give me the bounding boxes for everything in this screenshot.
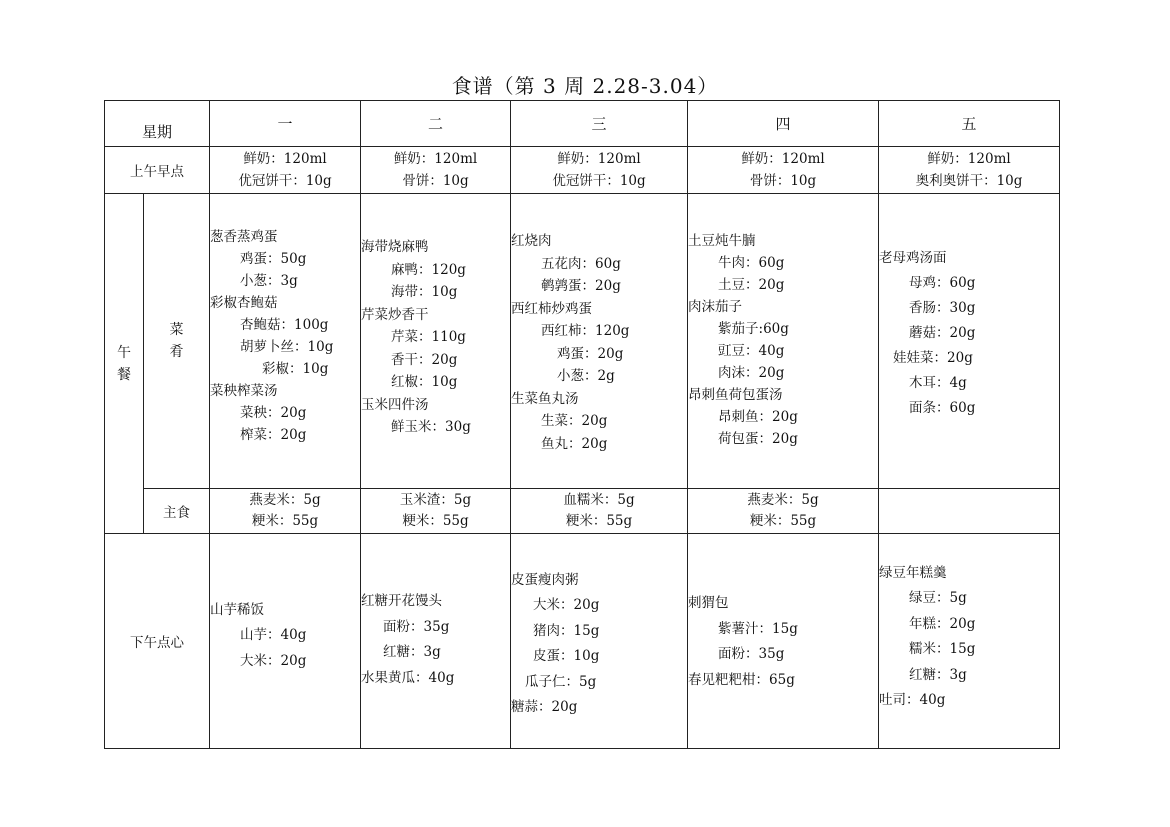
morning-snack-tue [361,147,511,194]
ingredient: 牛肉：60g [718,255,785,271]
afternoon-snack-row [105,534,1060,749]
staple-item: 粳米：55g [251,513,319,529]
lunch-dishes-tue [361,194,511,489]
morning-snack-fri [879,147,1060,194]
dish-name: 刺猬包 [688,595,729,611]
ingredient: 皮蛋：10g [533,648,600,664]
extra-item: 水果黄瓜：40g [361,669,455,686]
day-header-fri: 五 [879,101,1060,147]
staple-item: 血糯米：5g [563,492,635,508]
staple-wed [511,489,688,534]
dish-name: 昂刺鱼荷包蛋汤 [688,387,783,403]
afternoon-snack-tue [361,534,511,749]
staple-thu [688,489,879,534]
morning-snack-mon [210,147,361,194]
staple-item: 粳米：55g [565,513,633,529]
morning-item: 鲜奶：120ml [557,151,641,167]
dish-name: 皮蛋瘦肉粥 [511,571,579,588]
staple-tue [361,489,511,534]
ingredient: 猪肉：15g [533,622,600,639]
afternoon-snack-thu [688,534,879,749]
lunch-label-char: 餐 [117,366,131,383]
morning-item: 鲜奶：120ml [741,151,825,167]
dish-name: 土豆炖牛腩 [688,233,756,249]
ingredient: 木耳：4g [909,375,967,391]
dish-name: 玉米四件汤 [361,396,429,413]
dish-name: 芹菜炒香干 [361,306,429,323]
staple-item: 燕麦米：5g [747,492,819,508]
ingredient: 绿豆：5g [909,590,967,606]
ingredient: 红椒：10g [391,374,458,390]
ingredient: 豇豆：40g [718,343,785,359]
dish-name: 海带烧麻鸭 [361,239,429,255]
ingredient: 荷包蛋：20g [718,431,798,447]
staple-item: 燕麦米：5g [249,492,321,508]
staple-fri [879,489,1060,534]
morning-item: 鲜奶：120ml [927,151,1011,167]
dish-name: 山芋稀饭 [210,601,265,618]
ingredient: 蘑菇：20g [909,325,976,341]
ingredient: 面条：60g [909,400,976,416]
lunch-label [105,194,144,534]
lunch-dishes-mon [210,194,361,489]
dish-name: 菜秧榨菜汤 [210,383,278,399]
dish-name: 生菜鱼丸汤 [511,390,579,407]
dish-name: 彩椒杏鲍菇 [210,295,278,311]
morning-snack-label: 上午早点 [105,147,210,194]
ingredient: 香肠：30g [909,300,976,316]
ingredient: 肉沫：20g [718,365,785,381]
dishes-label-char: 肴 [169,344,184,360]
morning-item: 鲜奶：120ml [393,151,478,167]
ingredient: 鸡蛋：20g [557,345,624,362]
ingredient: 娃娃菜：20g [893,350,973,366]
staple-item: 粳米：55g [749,513,817,529]
dish-name: 红烧肉 [511,233,552,249]
ingredient: 鹌鹑蛋：20g [541,278,621,294]
ingredient: 杏鲍菇：100g [240,317,329,333]
extra-item: 糖蒜：20g [511,699,578,715]
morning-item: 优冠饼干：10g [238,173,332,189]
morning-item: 奥利奥饼干：10g [915,173,1023,189]
ingredient: 山芋：40g [240,627,307,644]
lunch-dishes-thu [688,194,879,489]
ingredient: 土豆：20g [718,277,785,293]
lunch-label-char: 午 [117,344,131,361]
morning-item: 骨饼：10g [749,173,817,189]
ingredient: 鱼丸：20g [541,435,608,452]
ingredient: 鸡蛋：50g [240,251,307,267]
ingredient: 小葱：2g [557,368,615,384]
morning-snack-row [105,147,1060,194]
ingredient: 面粉：35g [718,646,785,662]
ingredient: 面粉：35g [383,618,450,635]
staple-label: 主食 [144,489,210,534]
lunch-dishes-fri [879,194,1060,489]
menu-table [104,100,1060,749]
ingredient: 年糕：20g [909,615,976,632]
afternoon-snack-mon [210,534,361,749]
day-header-mon: 一 [210,101,361,147]
morning-item: 优冠饼干：10g [552,173,646,189]
ingredient: 紫茄子:60g [718,321,789,337]
ingredient: 芹菜：110g [391,329,466,345]
dish-name: 西红柿炒鸡蛋 [511,300,593,317]
weekday-label: 星期 [142,123,173,141]
lunch-dishes-row [105,194,1060,489]
page-title: 食谱（第 3 周 2.28-3.04） [451,74,719,98]
header-row [105,101,1060,147]
ingredient: 母鸡：60g [909,275,976,291]
morning-snack-thu [688,147,879,194]
ingredient: 小葱：3g [240,273,298,289]
dishes-label-char: 菜 [169,322,184,338]
ingredient: 彩椒：10g [262,361,329,377]
dishes-label [144,194,210,489]
afternoon-snack-wed [511,534,688,749]
ingredient: 胡萝卜丝：10g [240,339,334,355]
dish-name: 葱香蒸鸡蛋 [210,229,278,245]
ingredient: 菜秧：20g [240,405,307,421]
staple-item: 粳米：55g [402,513,469,529]
ingredient: 香干：20g [391,351,458,368]
morning-item: 骨饼：10g [402,173,469,189]
staple-item: 玉米渣：5g [399,492,472,508]
weekday-header-label [105,101,210,147]
afternoon-snack-fri [879,534,1060,749]
day-header-wed: 三 [511,101,688,147]
ingredient: 五花肉：60g [541,255,621,272]
lunch-staple-row [105,489,1060,534]
ingredient: 昂刺鱼：20g [718,409,798,425]
ingredient: 瓜子仁：5g [525,673,597,690]
ingredient: 大米：20g [533,597,600,613]
ingredient: 麻鸭：120g [391,261,466,278]
dish-name: 绿豆年糕羹 [879,564,947,581]
day-header-tue: 二 [361,101,511,147]
ingredient: 鲜玉米：30g [391,419,471,435]
staple-mon [210,489,361,534]
ingredient: 西红柿：120g [541,323,630,339]
extra-item: 吐司：40g [879,692,946,708]
ingredient: 生菜：20g [541,413,608,429]
ingredient: 红糖：3g [909,666,967,683]
dish-name: 红糖开花馒头 [361,593,443,609]
afternoon-snack-label: 下午点心 [105,534,210,749]
morning-item: 鲜奶：120ml [243,151,327,167]
dish-name: 肉沫茄子 [688,299,743,315]
ingredient: 红糖：3g [383,644,441,660]
ingredient: 糯米：15g [909,641,976,657]
ingredient: 大米：20g [240,652,307,669]
lunch-dishes-wed [511,194,688,489]
ingredient: 榨菜：20g [240,427,307,443]
extra-item: 春见粑粑柑：65g [688,671,795,688]
ingredient: 海带：10g [391,284,458,300]
dish-name: 老母鸡汤面 [879,250,947,266]
ingredient: 紫薯汁：15g [718,620,798,637]
morning-snack-wed [511,147,688,194]
day-header-thu: 四 [688,101,879,147]
